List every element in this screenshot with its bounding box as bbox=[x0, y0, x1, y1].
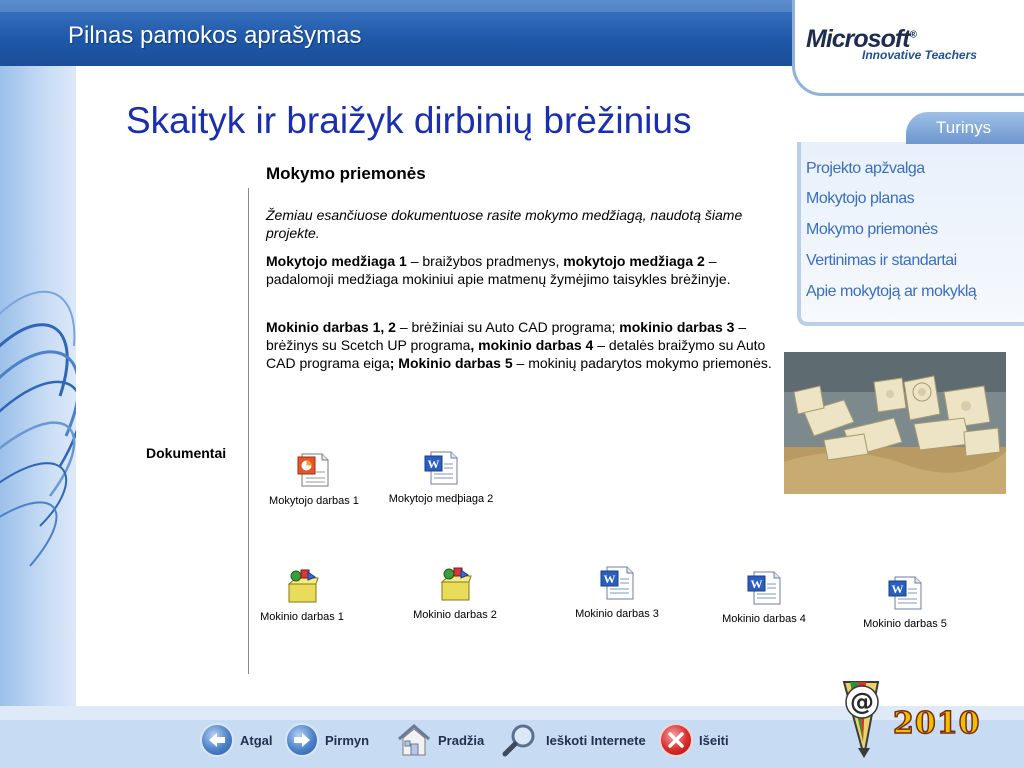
plain-text: – brėžinys su Scetch UP programa bbox=[266, 319, 747, 353]
contents-heading-label: Turinys bbox=[936, 118, 992, 137]
nav-item-teacher-plan[interactable]: Mokytojo planas bbox=[806, 190, 915, 207]
search-internet-button[interactable] bbox=[502, 720, 646, 760]
pencil-logo-icon bbox=[832, 672, 902, 762]
microsoft-wordmark: Microsoft bbox=[806, 25, 910, 53]
magnifier-icon bbox=[502, 723, 540, 757]
svg-text:W: W bbox=[891, 582, 904, 596]
contents-heading bbox=[906, 112, 1024, 144]
package-icon bbox=[437, 566, 473, 602]
powerpoint-icon bbox=[296, 452, 332, 488]
logo-year-text: 2010 bbox=[893, 706, 981, 741]
forward-label: Pirmyn bbox=[325, 732, 370, 748]
house-icon bbox=[396, 723, 432, 757]
document-caption: Mokytojo darbas 1 bbox=[269, 495, 359, 507]
document-student-5[interactable] bbox=[845, 575, 965, 631]
bold-text: mokinio darbas 3 bbox=[619, 319, 735, 335]
exit-label: Išeiti bbox=[699, 732, 729, 748]
back-button[interactable] bbox=[200, 720, 273, 760]
bold-text: , mokinio darbas 4 bbox=[470, 337, 594, 353]
plain-text: – detalės braižymo su Auto CAD programa eiga bbox=[266, 337, 766, 371]
wooden-models-image bbox=[784, 352, 1006, 494]
document-caption: Mokinio darbas 1 bbox=[260, 611, 344, 623]
decorative-swirl-icon bbox=[0, 66, 76, 706]
word-icon bbox=[746, 570, 782, 606]
document-caption: Mokytojo medþiaga 2 bbox=[388, 493, 494, 505]
plain-text: – mokinių padarytos mokymo priemonės. bbox=[512, 355, 772, 371]
slide-title: Skaityk ir braižyk dirbinių brėžinius bbox=[126, 100, 692, 141]
nav-item-project-overview[interactable]: Projekto apžvalga bbox=[806, 160, 925, 177]
document-student-1[interactable] bbox=[242, 568, 362, 624]
brand-subtitle: Innovative Teachers bbox=[862, 48, 977, 62]
bold-text: mokytojo medžiaga 2 bbox=[563, 253, 705, 269]
document-student-4[interactable] bbox=[704, 570, 824, 626]
search-label: Ieškoti Internete bbox=[546, 732, 646, 748]
package-icon bbox=[284, 568, 320, 604]
home-button[interactable] bbox=[396, 720, 484, 760]
nav-item-assessment[interactable]: Vertinimas ir standartai bbox=[806, 252, 957, 269]
svg-text:W: W bbox=[750, 577, 763, 591]
close-icon bbox=[659, 723, 693, 757]
exit-button[interactable] bbox=[659, 720, 729, 760]
document-caption: Mokinio darbas 5 bbox=[863, 618, 947, 630]
word-icon bbox=[423, 450, 459, 486]
word-icon bbox=[599, 565, 635, 601]
nav-item-about-teacher[interactable]: Apie mokytoją ar mokyklą bbox=[806, 283, 977, 300]
left-decoration bbox=[0, 66, 76, 706]
home-label: Pradžia bbox=[438, 732, 485, 748]
back-label: Atgal bbox=[240, 732, 273, 748]
word-icon bbox=[887, 575, 923, 611]
forward-button[interactable] bbox=[285, 720, 369, 760]
document-student-2[interactable] bbox=[395, 566, 515, 622]
document-caption: Mokinio darbas 2 bbox=[413, 609, 497, 621]
plain-text: – braižybos pradmenys, bbox=[406, 253, 564, 269]
header-title: Pilnas pamokos aprašymas bbox=[68, 22, 362, 49]
svg-text:W: W bbox=[603, 572, 616, 586]
student-work-paragraph bbox=[266, 318, 776, 372]
trademark-symbol: ® bbox=[909, 29, 916, 41]
document-student-3[interactable] bbox=[557, 565, 677, 621]
document-teacher-1[interactable] bbox=[254, 452, 374, 508]
nav-item-teaching-materials[interactable]: Mokymo priemonės bbox=[806, 221, 938, 238]
document-caption: Mokinio darbas 3 bbox=[575, 608, 659, 620]
arrow-left-icon bbox=[200, 723, 234, 757]
intro-text: Žemiau esančiuose dokumentuose rasite mokymo medžiagą, naudotą šiame projekte. bbox=[266, 207, 743, 241]
at-symbol: @ bbox=[850, 688, 874, 716]
section-title: Mokymo priemonės bbox=[266, 164, 426, 183]
documents-label: Dokumentai bbox=[146, 445, 227, 461]
svg-text:W: W bbox=[427, 457, 440, 471]
document-teacher-2[interactable] bbox=[381, 450, 501, 506]
arrow-right-icon bbox=[285, 723, 319, 757]
plain-text: – brėžiniai su Auto CAD programa; bbox=[395, 319, 620, 335]
bold-text: Mokinio darbas 1, 2 bbox=[266, 319, 396, 335]
teacher-materials-paragraph bbox=[266, 252, 776, 288]
bold-text: ; Mokinio darbas 5 bbox=[389, 355, 513, 371]
document-caption: Mokinio darbas 4 bbox=[722, 613, 806, 625]
models-photo bbox=[784, 352, 1006, 494]
plain-text: – padalomoji medžiaga mokiniui apie matmenų žymėjimo taisykles brėžinyje. bbox=[266, 253, 731, 287]
bold-text: Mokytojo medžiaga 1 bbox=[266, 253, 407, 269]
